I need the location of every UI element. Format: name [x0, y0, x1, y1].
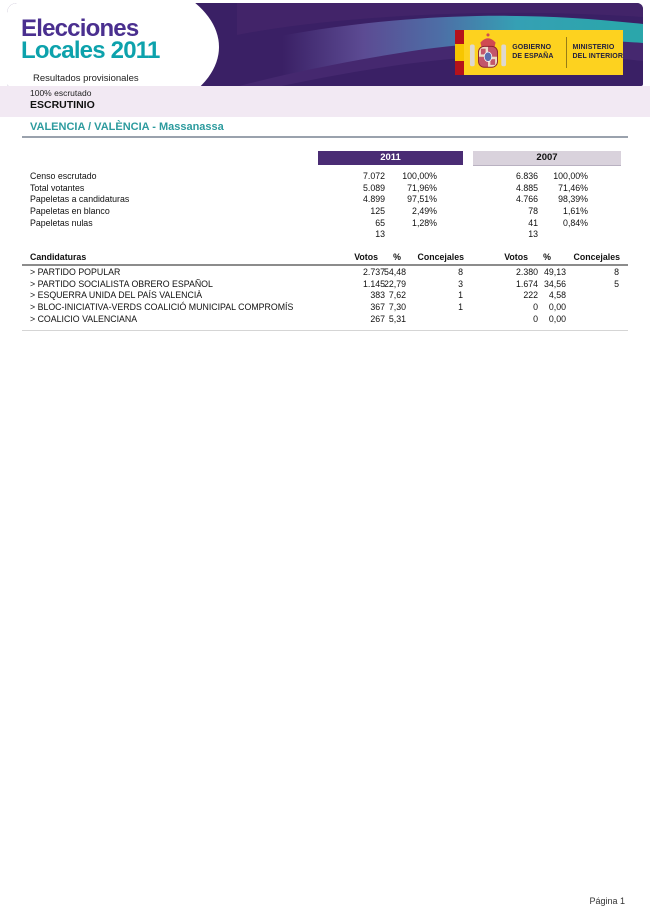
- summary-votes-2007: 4.766: [515, 194, 538, 205]
- party-pct-2007: 34,56: [543, 278, 566, 289]
- party-votes-2011: 1.145: [362, 278, 385, 289]
- seats-2007-col-header: Concejales: [573, 252, 620, 262]
- summary-label: Papeletas a candidaturas: [30, 194, 130, 205]
- party-votes-2011: 383: [370, 290, 385, 301]
- party-seats-2011: 1: [458, 302, 463, 313]
- party-pct-2007: 4,58: [548, 290, 566, 301]
- summary-row: [0, 206, 650, 218]
- summary-seats-2011: 13: [375, 229, 385, 240]
- summary-votes-2007: 6.836: [515, 171, 538, 181]
- party-name: > PARTIDO SOCIALISTA OBRERO ESPAÑOL: [30, 278, 213, 289]
- summary-pct-2011: 71,96%: [407, 182, 437, 193]
- summary-votes-2011: 125: [370, 206, 385, 217]
- summary-row: [0, 171, 650, 183]
- gobierno-espana-label: [512, 30, 565, 75]
- party-name: > BLOC-INICIATIVA-VERDS COALICIÓ MUNICIPAL COMPROMÍS: [30, 302, 294, 313]
- party-votes-2007: 0: [533, 313, 538, 324]
- summary-pct-2007: 0,84%: [563, 217, 588, 228]
- party-votes-2011: 2.737: [362, 267, 385, 277]
- party-seats-2007: 8: [614, 267, 619, 277]
- party-votes-2007: 222: [523, 290, 538, 301]
- gobierno-line1: GOBIERNO: [512, 44, 552, 51]
- party-seats-2007: 5: [614, 278, 619, 289]
- summary-pct-2011: 97,51%: [407, 194, 437, 205]
- year-2011-header: 2011: [318, 151, 463, 165]
- party-votes-2007: 1.674: [515, 278, 538, 289]
- candidate-row: [0, 279, 650, 291]
- elections-logo-line1: Elecciones: [21, 15, 139, 42]
- elections-logo-line2: Locales 2011: [21, 37, 160, 64]
- party-seats-2011: 3: [458, 278, 463, 289]
- summary-pct-2007: 1,61%: [563, 206, 588, 217]
- summary-row: [0, 194, 650, 206]
- candidates-table: [0, 267, 650, 325]
- party-votes-2011: 367: [370, 302, 385, 313]
- scrutiny-percent-label: 100% escrutado: [30, 88, 92, 98]
- party-pct-2007: 0,00: [548, 302, 566, 313]
- ministerio-line1: MINISTERIO: [572, 44, 615, 51]
- summary-votes-2007: 78: [528, 206, 538, 217]
- summary-label: Papeletas nulas: [30, 217, 93, 228]
- party-pct-2007: 49,13: [543, 267, 566, 277]
- candidates-col-header: Candidaturas: [30, 252, 87, 262]
- page-number: Página 1: [589, 896, 625, 906]
- ministerio-line2: DEL INTERIOR: [572, 52, 623, 60]
- party-name: > ESQUERRA UNIDA DEL PAÍS VALENCIÀ: [30, 290, 203, 301]
- candidate-row: [0, 314, 650, 326]
- summary-votes-2007: 4.885: [515, 182, 538, 193]
- gobierno-line2: DE ESPAÑA: [512, 52, 554, 60]
- summary-label: Papeletas en blanco: [30, 206, 110, 217]
- summary-row: [0, 229, 650, 241]
- candidates-header-divider: [22, 264, 628, 266]
- summary-seats-2007: 13: [528, 229, 538, 240]
- candidates-header-row: [0, 252, 650, 264]
- party-votes-2007: 0: [533, 302, 538, 313]
- party-name: > COALICIO VALENCIANA: [30, 313, 138, 324]
- party-name: > PARTIDO POPULAR: [30, 267, 121, 277]
- spain-flag-icon: [455, 30, 464, 75]
- votes-2007-col-header: Votos: [504, 252, 528, 262]
- ministerio-interior-label: [567, 30, 623, 75]
- status-band: [0, 86, 650, 117]
- seats-2011-col-header: Concejales: [417, 252, 464, 262]
- gov-logo: [455, 30, 623, 75]
- summary-pct-2011: 2,49%: [412, 206, 437, 217]
- year-2007-header: 2007: [473, 151, 621, 166]
- pct-2011-col-header: %: [393, 252, 401, 262]
- candidate-row: [0, 290, 650, 302]
- region-title: VALENCIA / VALÈNCIA - Massanassa: [30, 121, 224, 133]
- candidates-bottom-divider: [22, 330, 628, 331]
- summary-votes-2011: 7.072: [362, 171, 385, 181]
- summary-label: Censo escrutado: [30, 171, 97, 181]
- summary-label: Total votantes: [30, 182, 85, 193]
- party-seats-2011: 8: [458, 267, 463, 277]
- summary-pct-2011: 100,00%: [402, 171, 437, 181]
- party-votes-2007: 2.380: [515, 267, 538, 277]
- header-band: [7, 3, 643, 86]
- candidate-row: [0, 302, 650, 314]
- party-pct-2011: 22,79: [383, 278, 406, 289]
- summary-votes-2011: 4.899: [362, 194, 385, 205]
- summary-votes-2007: 41: [528, 217, 538, 228]
- provisional-results-label: Resultados provisionales: [33, 73, 139, 84]
- summary-pct-2007: 71,46%: [558, 182, 588, 193]
- party-pct-2011: 7,30: [388, 302, 406, 313]
- party-pct-2007: 0,00: [548, 313, 566, 324]
- title-divider: [22, 136, 628, 138]
- candidate-row: [0, 267, 650, 279]
- party-seats-2011: 1: [458, 290, 463, 301]
- summary-row: [0, 183, 650, 195]
- summary-table: [0, 171, 650, 241]
- summary-pct-2007: 100,00%: [553, 171, 588, 181]
- party-votes-2011: 267: [370, 313, 385, 324]
- section-title: ESCRUTINIO: [30, 99, 95, 111]
- party-pct-2011: 5,31: [388, 313, 406, 324]
- summary-votes-2011: 5.089: [362, 182, 385, 193]
- party-pct-2011: 7,62: [388, 290, 406, 301]
- spain-coat-of-arms-icon: [464, 30, 512, 75]
- summary-pct-2011: 1,28%: [412, 217, 437, 228]
- summary-row: [0, 218, 650, 230]
- summary-votes-2011: 65: [375, 217, 385, 228]
- elections-logo: [21, 15, 160, 64]
- summary-pct-2007: 98,39%: [558, 194, 588, 205]
- pct-2007-col-header: %: [543, 252, 551, 262]
- votes-2011-col-header: Votos: [354, 252, 378, 262]
- party-pct-2011: 54,48: [383, 267, 406, 277]
